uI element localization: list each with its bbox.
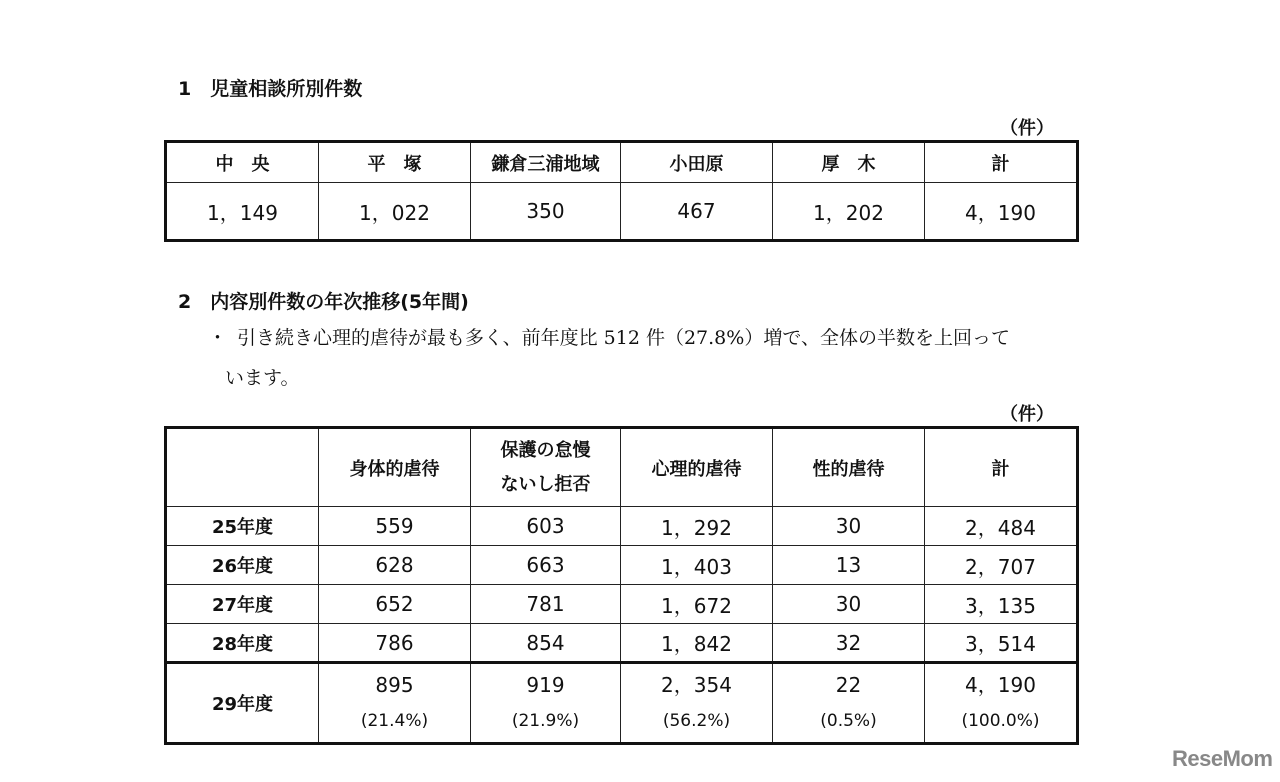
table-row — [167, 546, 1077, 585]
table-row — [167, 624, 1077, 663]
cell: 30 — [773, 585, 925, 624]
year-label: 26年度 — [167, 546, 319, 585]
cell: 2，484 — [925, 507, 1077, 546]
cell: 854 — [471, 624, 621, 663]
cell — [471, 663, 621, 743]
cell: 1，672 — [621, 585, 773, 624]
header-neglect-line2: ないし拒否 — [500, 473, 591, 495]
value-chuo: 1，149 — [167, 183, 319, 240]
cell: 13 — [773, 546, 925, 585]
cell-value: 895 — [375, 673, 414, 697]
section2-heading: 2 内容別件数の年次推移(5年間) — [178, 291, 469, 313]
cell — [773, 663, 925, 743]
value-hiratsuka: 1，022 — [319, 183, 471, 240]
cell: 603 — [471, 507, 621, 546]
cell — [319, 663, 471, 743]
header-physical: 身体的虐待 — [319, 429, 471, 507]
office-count-table — [166, 142, 1077, 240]
cell-value: 2，354 — [661, 673, 732, 697]
summary-line-2: います。 — [225, 367, 300, 389]
section1-unit: （件） — [1000, 118, 1054, 139]
cell-percent: (21.4%) — [360, 711, 429, 731]
cell: 32 — [773, 624, 925, 663]
table-row-latest — [167, 663, 1077, 743]
table-row — [167, 183, 1077, 240]
cell-percent: (0.5%) — [820, 711, 877, 731]
cell: 559 — [319, 507, 471, 546]
cell: 1，403 — [621, 546, 773, 585]
cell: 3，135 — [925, 585, 1077, 624]
header-atsugi: 厚 木 — [773, 143, 925, 183]
header-psychological: 心理的虐待 — [621, 429, 773, 507]
header-total: 計 — [925, 429, 1077, 507]
cell: 3，514 — [925, 624, 1077, 663]
cell-percent: (21.9%) — [511, 711, 580, 731]
cell-percent: (100.0%) — [961, 711, 1040, 731]
cell: 652 — [319, 585, 471, 624]
table-header-row — [167, 143, 1077, 183]
value-odawara: 467 — [621, 183, 773, 240]
cell: 781 — [471, 585, 621, 624]
cell-value: 919 — [526, 673, 565, 697]
cell: 786 — [319, 624, 471, 663]
table-header-row — [167, 429, 1077, 507]
cell-percent: (56.2%) — [662, 711, 731, 731]
header-neglect-line1: 保護の怠慢 — [500, 439, 591, 461]
bullet: ・ — [208, 327, 228, 349]
cell: 1，292 — [621, 507, 773, 546]
header-empty — [167, 429, 319, 507]
cell: 628 — [319, 546, 471, 585]
section1-heading: 1 児童相談所別件数 — [178, 78, 363, 100]
section2-unit: （件） — [1000, 404, 1054, 425]
cell: 30 — [773, 507, 925, 546]
yearly-trend-table — [166, 428, 1077, 743]
header-hiratsuka: 平 塚 — [319, 143, 471, 183]
cell-value: 22 — [835, 673, 862, 697]
summary-line-1: 引き続き心理的虐待が最も多く、前年度比 512 件（27.8%）増で、全体の半数を上回って — [237, 327, 1010, 349]
year-label: 28年度 — [167, 624, 319, 663]
table-row — [167, 585, 1077, 624]
header-total: 計 — [925, 143, 1077, 183]
year-label: 25年度 — [167, 507, 319, 546]
header-neglect — [471, 429, 621, 507]
value-kamakura-miura: 350 — [471, 183, 621, 240]
cell: 663 — [471, 546, 621, 585]
table-row — [167, 507, 1077, 546]
cell: 2，707 — [925, 546, 1077, 585]
resemom-logo: ReseMom — [1172, 746, 1273, 771]
header-odawara: 小田原 — [621, 143, 773, 183]
value-total: 4，190 — [925, 183, 1077, 240]
cell-value: 4，190 — [965, 673, 1036, 697]
cell: 1，842 — [621, 624, 773, 663]
value-atsugi: 1，202 — [773, 183, 925, 240]
cell — [925, 663, 1077, 743]
header-chuo: 中 央 — [167, 143, 319, 183]
year-label: 29年度 — [167, 663, 319, 743]
header-kamakura-miura: 鎌倉三浦地域 — [471, 143, 621, 183]
header-sexual: 性的虐待 — [773, 429, 925, 507]
year-label: 27年度 — [167, 585, 319, 624]
cell — [621, 663, 773, 743]
